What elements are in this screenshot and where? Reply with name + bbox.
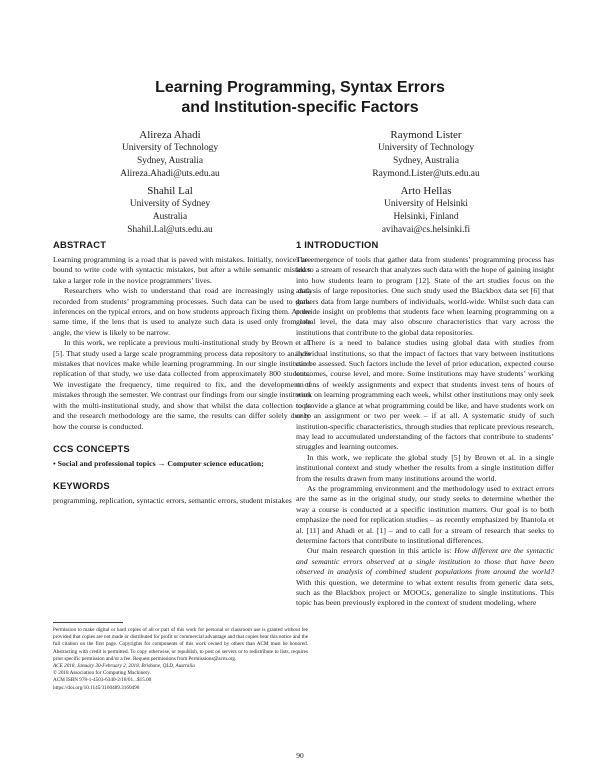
copyright-line: © 2018 Association for Computing Machinery. — [53, 670, 151, 677]
author-affiliation: University of Technology — [121, 143, 219, 153]
author-location: Sydney, Australia — [136, 155, 204, 166]
keywords-heading: KEYWORDS — [53, 480, 110, 492]
intro-paragraph — [296, 546, 554, 608]
footnote-rule — [53, 622, 123, 623]
intro-paragraph: In this work, we replicate the global study [5] by Brown et al. in a single institutional context and study whether the results from a single institution differ from the results drawn from many institutions around the world. — [296, 452, 554, 483]
right-column — [296, 239, 554, 609]
author-location: Helsinki, Finland — [393, 211, 459, 222]
author-email: Shahil.Lal@uts.edu.au — [127, 224, 213, 235]
author-block — [296, 184, 556, 236]
author-affiliation: University of Helsinki — [384, 199, 468, 209]
research-question: How different are the syntactic and semantic errors observed at a single institution to those that have been observed in analysis of combined student populations from around the world? — [296, 546, 555, 577]
abstract-paragraph: Learning programming is a road that is paved with mistakes. Initially, novices are bound to write code with syntactic mistakes, but after a while semantic mistakes take a larger role in the novice programmers’ lives. — [53, 255, 311, 285]
doi-link[interactable]: https://doi.org/10.1145/3160489.3160490 — [53, 684, 140, 691]
permission-notice — [53, 627, 308, 692]
left-column — [53, 239, 311, 507]
author-name: Alireza Ahadi — [139, 129, 201, 141]
abstract-paragraph: In this work, we replicate a previous multi-institutional study by Brown et al. [5]. That study used a large scale programming process data repository to analyze mistakes that novices make while learning programming. In our single institution replication of that study, we use data collected from approximately 800 students. We investigate the frequency, time required to fix, and the development of mistakes through the semester. We contrast our findings from our single institution with the multi-institutional study, and show that whilst the data collection tools and the research methodology are the same, the results can differ solely due to how the course is conducted. — [53, 338, 311, 431]
author-affiliation: University of Technology — [377, 143, 475, 153]
author-email: Raymond.Lister@uts.edu.au — [372, 168, 480, 179]
ccs-text: • Social and professional topics → Computer science education; — [53, 458, 264, 468]
author-location: Australia — [152, 211, 188, 222]
author-affiliation: University of Sydney — [129, 199, 211, 209]
venue-line: ACE 2018, January 30-February 2, 2018, Brisbane, QLD, Australia — [53, 663, 195, 670]
keywords-text: programming, replication, syntactic errors, semantic errors, student mistakes — [53, 496, 292, 506]
page-number: 90 — [296, 751, 304, 760]
author-location: Sydney, Australia — [392, 155, 460, 166]
abstract-heading: ABSTRACT — [53, 239, 107, 250]
introduction-heading: 1 INTRODUCTION — [296, 239, 379, 250]
author-block — [40, 184, 300, 236]
intro-text: With this question, we determine to what extent results from generic data sets, such as the Blackbox project or MOOCs, generalize to single institutions. This topic has been previously explored in the context of student modeling, where — [296, 577, 554, 608]
title-line-1: Learning Programming, Syntax Errors — [155, 79, 445, 96]
intro-paragraph: There is a need to balance studies using global data with studies from individual institutions, so that the impact of factors that vary between institutions can be assessed. Such factors include the level of prior education, expected course outcomes, course level, and more. Some institutions may have students’ working on tens of weekly assignments and expect that students invest tens of hours of work on learning programming each week, whilst other institutions may only seek to provide a glance at what programming could be like, and have students work on only an assignment or two per week – if at all. A systematic study of such institution-specific characteristics, through studies that replicate previous research, may lead to accumulated understanding of the factors that contribute to students’ struggles and learning outcomes. — [296, 338, 554, 452]
paper-title — [0, 78, 600, 118]
author-block — [40, 128, 300, 180]
intro-text: Our main research question in this article is: — [307, 546, 455, 556]
author-block — [296, 128, 556, 180]
isbn-line: ACM ISBN 978-1-4503-6340-2/18/01...$15.00 — [53, 677, 152, 684]
title-line-2: and Institution-specific Factors — [181, 99, 419, 116]
author-name: Shahil Lal — [147, 185, 193, 197]
author-name: Arto Hellas — [400, 185, 452, 197]
author-name: Raymond Lister — [390, 129, 462, 141]
permission-text: Permission to make digital or hard copies of all or part of this work for personal or classroom use is granted without fee provided that copies are not made or distributed for profit or commercial advantage and that copies bear this notice and the full citation on the first page. Copyrights for components of this work owned by others than ACM must be honored. Abstracting with credit is permitted. To copy otherwise, or republish, to post on servers or to redistribute to lists, requires prior specific permission and/or a fee. Request permissions from Permissions@acm.org. — [53, 627, 308, 662]
intro-paragraph: As the programming environment and the methodology used to extract errors are the same as in the original study, our study seeks to determine whether the way a course is conducted at a specific institution matters. Our goal is to both emphasize the need for replication studies – as recently emphasized by Ihantola et al. [11] and Ahadi et al. [1] – and to call for a stream of research that seeks to determine factors that contribute to institutional differences. — [296, 483, 554, 545]
ccs-heading: CCS CONCEPTS — [53, 442, 130, 454]
author-email: avihavai@cs.helsinki.fi — [381, 224, 471, 235]
author-email: Alireza.Ahadi@uts.edu.au — [120, 168, 220, 179]
intro-paragraph: The emergence of tools that gather data from students’ programming process has led to a stream of research that analyzes such data with the hope of gaining insight into how students learn to program [12]. State of the art studies focus on the analysis of large repositories. One such study used the Blackbox data set [6] that gathers data from large numbers of individuals, world-wide. Whilst such data can provide insight on problems that students face when learning programming on a global level, the data may also obscure characteristics that vary across the institutions that contribute to the global data repositories. — [296, 255, 554, 337]
abstract-paragraph: Researchers who wish to understand that road are increasingly using data recorded from students’ programming processes. Such data can be used to draw inferences on the typical errors, and on how students approach fixing them. At the same time, if the lens that is used to analyze such data is used only from one angle, the view is likely to be narrow. — [53, 286, 311, 337]
